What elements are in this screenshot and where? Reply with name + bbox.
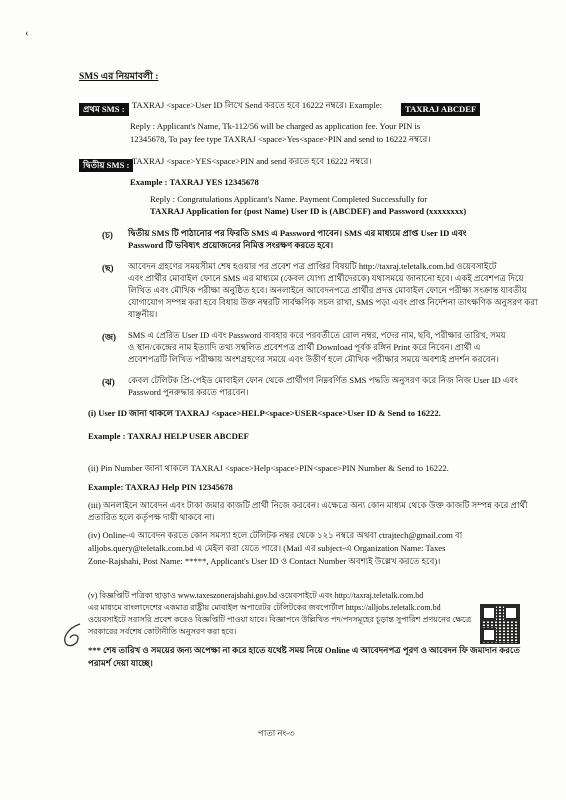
note-iv-line: Zone-Rajshahi, Post Name: *****, Applicant's User ID ও Contact Number অবশ্যই উল্লেখ করতে হবে)। [88,556,441,566]
point-marker: (চ) [102,230,113,240]
point-line: দ্বিতীয় SMS টি পাঠানোর পর ফিরতি SMS এ Password পাবেন। SMS এর মাধ্যমে প্রাপ্ত User ID এবং [128,228,467,238]
qr-code [480,604,520,644]
user-id-recovery-example: Example : TAXRAJ HELP USER ABCDEF [88,431,249,441]
closing-note-line: পরামর্শ দেয়া যাচ্ছে। [88,658,153,668]
second-sms-reply-line-2: TAXRAJ Application for (post Name) User ID is (ABCDEF) and Password (xxxxxxxx) [150,206,467,216]
note-iv-line: (iv) Online-এ আবেদন করতে কোন সমস্যা হলে টেলিটক নম্বর থেকে ১২১ নম্বরে অথবা ctrajtech@gmail.com বা [88,530,463,540]
point-line: আবেদন গ্রহণের সময়সীমা শেষ হওয়ার পর প্রবেশ পত্র প্রাপ্তির বিষয়টি http://taxraj.teletalk.com.bd ওয়েবসাইটে [128,261,497,271]
point-line: প্রবেশপত্রটি লিখিত পরীক্ষায় অংশগ্রহণের সময়ে এবং উত্তীর্ণ হলে মৌখিক পরীক্ষার সময়ে অবশ্যই প্রদর্শন করবেন। [128,354,499,364]
user-id-recovery-line: (i) User ID জানা থাকলে TAXRAJ <space>HELP<space>USER<space>User ID & Send to 16222. [88,408,441,418]
first-sms-example-badge-wrap [401,99,480,117]
note-iii-line: (iii) অনলাইনে আবেদন এবং টাকা জমার কাজটি প্রার্থী নিজে করবেন। এক্ষেত্রে অন্য কোন মাধ্যম থেকে উক্ত কাজটি সম্পন্ন করে প্রার্থী [88,500,528,510]
point-line: কেবল টেলিটক প্রি-পেইড মোবাইল ফোন থেকে প্রার্থীগণ নিম্নবর্ণিত SMS পদ্ধতি অনুসরণ করে নিজ নিজ User ID এবং [128,375,518,385]
note-iv-line: alljobs.query@teletalk.com.bd এ মেইল করা যেতে পারে। (Mail এর subject-এ Organization Name: Taxes [88,543,446,553]
point-line: Password টি ভবিষ্যৎ প্রয়োজনের নিমিত্ত সংরক্ষণ করতে হবে। [128,240,334,250]
second-sms-example: Example : TAXRAJ YES 12345678 [130,177,259,187]
note-v-line: ওয়েবসাইটে সরাসরি প্রবেশ করেও বিজ্ঞপ্তিটি পাওয়া যাবে। বিজ্ঞাপনে উল্লিখিত পদ/পদসমূহের চূড়ান্ত সুপারিশ প্রণয়নের ক্ষেত্রে [88,615,472,624]
point-line: লিখিত এবং মৌখিক পরীক্ষা অনুষ্ঠিত হবে। অনলাইনে আবেদনপত্রে প্রার্থীর প্রদত্ত মোবাইল ফোনে পরীক্ষা সংক্রান্ত যাবতীয় [128,285,527,295]
note-iii-line: প্রতারিত হলে কর্তৃপক্ষ দায়ী থাকবে না। [88,512,215,522]
second-sms-block [79,155,133,173]
first-sms-block [79,99,129,117]
point-marker: (ঝ) [102,377,115,387]
point-line: বাঞ্ছনীয়। [128,309,158,319]
point-marker: (ছ) [102,263,114,273]
pin-recovery-line: (ii) Pin Number জানা থাকলে TAXRAJ <space>Help<space>PIN<space>PIN Number & Send to 16222. [88,463,449,473]
first-sms-reply-line-2: 12345678, To pay fee type TAXRAJ <space>Yes<space>PIN and send to 16222 নম্বরে। [130,134,431,144]
second-sms-reply-line-1: Reply : Congratulations Applicant's Name. Payment Completed Successfully for [150,194,428,204]
page-number: পাতা নং-৩ [258,728,295,738]
second-sms-label: দ্বিতীয় SMS : [79,159,133,172]
point-line: যোগাযোগ সম্পন্ন করা হবে বিধায় উক্ত নম্বরটি সার্বক্ষণিক সচল রাখা, SMS পড়া এবং প্রাপ্ত নির্দেশনা তাৎক্ষণিক অনুসরণ করা [128,297,538,307]
section-title: SMS এর নিয়মাবলী : [79,72,159,82]
note-v-line: (v) বিজ্ঞপ্তিটি পত্রিকা ছাড়াও www.taxeszonerajshahi.gov.bd ওয়েবসাইটে এবং http://taxraj.teletalk.com.bd [88,591,424,600]
first-sms-label: প্রথম SMS : [79,103,129,116]
first-sms-instruction: TAXRAJ <space>User ID লিখে Send করতে হবে 16222 নম্বরে। Example: [132,100,383,110]
point-line: Password পুনরুদ্ধার করতে পারবেন। [128,387,249,397]
first-sms-example-badge: TAXRAJ ABCDEF [401,103,480,116]
margin-mark: ‹ [25,27,29,39]
note-v-line: সরকারের সর্বশেষ কোটানীতি অনুসরণ করা হবে। [88,627,237,636]
point-line: এবং প্রার্থীর মোবাইল ফোনে SMS এর মাধ্যমে (কেবল যোগ্য প্রার্থীদেরকে) যথাসময়ে জানানো হবে। একই প্রবেশপত্র দিয়ে [128,273,524,283]
handwritten-mark [58,620,88,650]
first-sms-reply-line-1: Reply : Applicant's Name, Tk-112/56 will be charged as application fee. Your PIN is [130,121,421,131]
point-line: ও স্থান/কেন্দ্রের নাম ইত্যাদি তথ্য সম্বলিত প্রবেশপত্র প্রার্থী Download পূর্বক রঙ্গিন Print করে নিবেন। প্রার্থী এ [128,342,481,352]
pin-recovery-example: Example: TAXRAJ Help PIN 12345678 [88,482,233,492]
point-marker: (জ) [102,332,117,342]
point-line: SMS এ প্রেরিত User ID এবং Password ব্যবহার করে পরবর্তীতে রোল নম্বর, পদের নাম, ছবি, পরীক্ষার তারিখ, সময় [128,330,506,340]
note-v-line: এর মাধ্যমে বাংলাদেশের একমাত্র রাষ্ট্রীয় মোবাইল অপারেটর টেলিটকের জবপোর্টাল https://alljobs.teletalk.com.bd [88,603,441,612]
closing-note-line: *** শেষ তারিখ ও সময়ের জন্য অপেক্ষা না করে হাতে যথেষ্ট সময় নিয়ে Online এ আবেদনপত্র পূরণ ও আবেদন ফি জমাদান করতে [88,645,520,655]
second-sms-instruction: TAXRAJ <space>YES<space>PIN and send করতে হবে 16222 নম্বরে। [132,156,372,166]
